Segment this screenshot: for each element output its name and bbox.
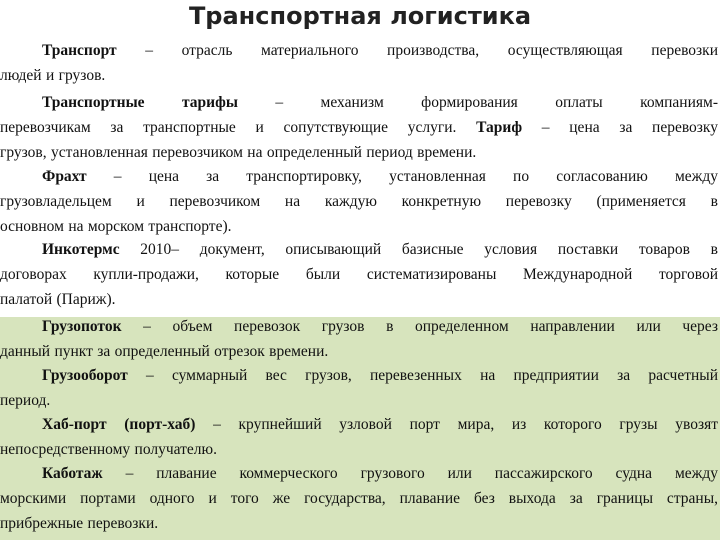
- definition-text: – плавание коммерческого грузового или пассажирского судна между: [102, 465, 718, 482]
- definition-line: [0, 461, 718, 486]
- definition-line: грузов, установленная перевозчиком на определенный период времени.: [0, 144, 477, 161]
- definition-cargo-flow: [0, 314, 718, 364]
- definition-text: 2010– документ, описывающий базисные условия поставки товаров в: [119, 241, 718, 258]
- term: Каботаж: [42, 465, 103, 482]
- term: Грузопоток: [42, 318, 122, 335]
- term: Грузооборот: [42, 367, 128, 384]
- definition-text: – отрасль материального производства, осуществляющая перевозки: [116, 42, 718, 59]
- definition-transport: [0, 38, 718, 88]
- definition-text: перевозчикам за транспортные и сопутствующие услуги.: [0, 119, 477, 136]
- definition-line: [0, 164, 718, 189]
- term: Тариф: [476, 119, 523, 136]
- definition-text: – суммарный вес грузов, перевезенных на предприятии за расчетный: [127, 367, 718, 384]
- definition-hub-port: [0, 412, 718, 462]
- definition-text: – цена за транспортировку, установленная по согласованию между: [86, 168, 718, 185]
- definition-line: [0, 90, 718, 115]
- definition-text: – объем перевозок грузов в определенном направлении или через: [121, 318, 718, 335]
- definition-text: – механизм формирования оплаты компаниям-: [237, 94, 718, 111]
- term: Транспорт: [42, 42, 117, 59]
- definition-line: прибрежные перевозки.: [0, 515, 159, 532]
- definition-freight: [0, 164, 718, 239]
- definition-line: [0, 412, 718, 437]
- definition-line: [0, 237, 718, 262]
- definition-line: период.: [0, 392, 51, 409]
- definition-cargo-turnover: [0, 363, 718, 413]
- definition-text: – крупнейший узловой порт мира, из которого грузы увозят: [195, 416, 718, 433]
- definition-line: данный пункт за определенный отрезок времени.: [0, 343, 329, 360]
- page-title: Транспортная логистика: [188, 2, 532, 30]
- definition-line: морскими портами одного и того же государства, плавание без выхода за границы страны,: [0, 490, 718, 507]
- definition-transport-tariffs: [0, 90, 718, 165]
- definition-line: людей и грузов.: [0, 67, 106, 84]
- definition-line: непосредственному получателю.: [0, 441, 217, 458]
- definition-line: палатой (Париж).: [0, 291, 116, 308]
- definition-line: [0, 115, 718, 140]
- definition-line: договорах купли-продажи, которые были систематизированы Международной торговой: [0, 266, 718, 283]
- definition-line: [0, 38, 718, 63]
- term: Инкотермс: [42, 241, 120, 258]
- term: Транспортные тарифы: [42, 94, 238, 111]
- definition-text: – цена за перевозку: [522, 119, 718, 136]
- definition-line: основном на морском транспорте).: [0, 218, 232, 235]
- definition-line: [0, 314, 718, 339]
- term: Фрахт: [42, 168, 87, 185]
- definition-line: [0, 363, 718, 388]
- term: Хаб-порт (порт-хаб): [42, 416, 196, 433]
- definition-line: грузовладельцем и перевозчиком на каждую конкретную перевозку (применяется в: [0, 193, 718, 210]
- definition-incoterms: [0, 237, 718, 312]
- definition-cabotage: [0, 461, 718, 536]
